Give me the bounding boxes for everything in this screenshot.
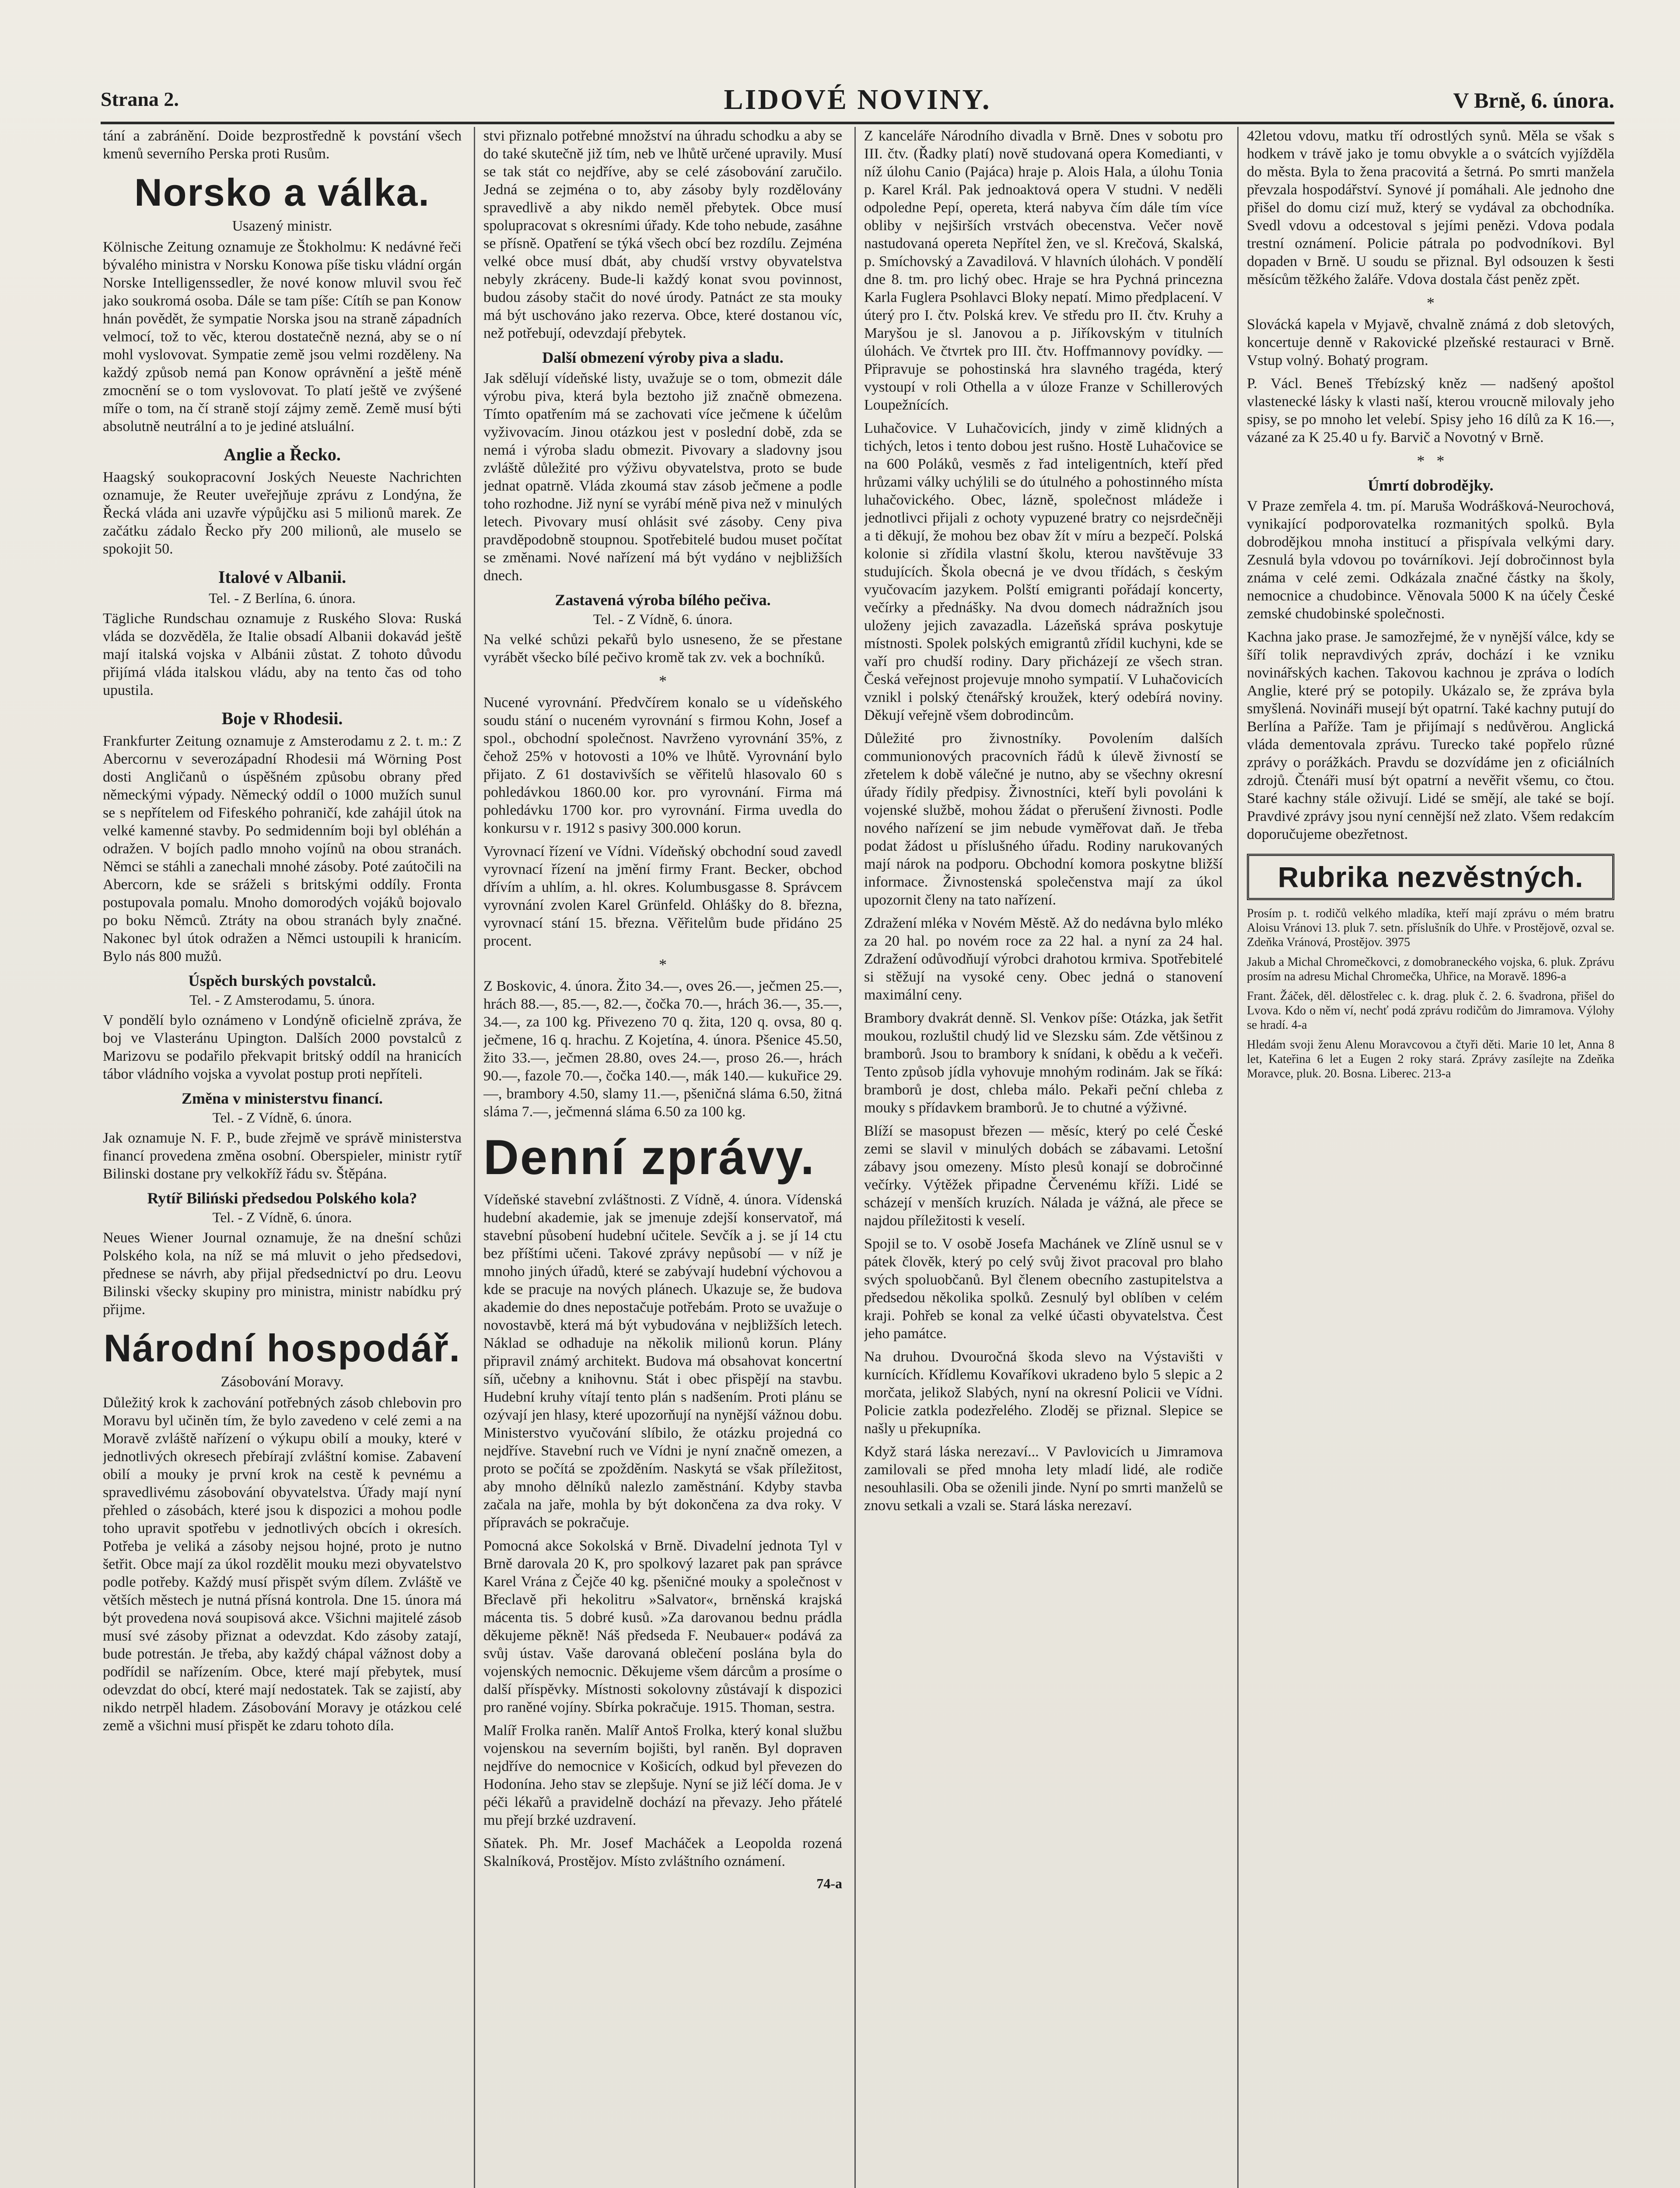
article-body: Haagský soukopracovní Joských Neueste Nachrichten oznamuje, že Reuter uveřejňuje zprávu z Londýna, že Řecká vláda ani uzavře výpůjčku asi 5 milionů marek. Ze začátku zádalo Řecko přy 200 milionů, ale muselo se spokojit 50. — [103, 469, 462, 557]
subheadline: Zásobování Moravy. — [220, 1374, 344, 1390]
dateline: Tel. - Z Vídně, 6. února. — [593, 612, 733, 628]
column-divider — [474, 127, 475, 2188]
column-divider — [854, 127, 856, 2188]
headline-zmena: Změna v ministerstvu financí. — [181, 1090, 383, 1107]
article-body: Spojil se to. V osobě Josefa Machánek ve Zlíně usnul se v pátek člověk, který po celý svůj život pracoval pro blaho svých spoluobčanů. Byl členem obecního zastupitelstva a předsedou několika spolků. Zesnulý byl oblíben v celém kraji. Pohřeb se konal za velké účasti obyvatelstva. Čest jeho památce. — [864, 1236, 1223, 1342]
article-body: V Praze zemřela 4. tm. pí. Maruša Wodrášková-Neurochová, vynikající podporovatelka rozmanitých spolků. Byla dobrodějkou mnoha institucí a přispívala velkými dary. Zesnulá byla vdovou po továrníkovi. Její dobročinnost byla známa v celé zemi. Odkázala značné částky na školy, nemocnice a chudobince. Věnovala 5000 K na účely České zemské chudobinské společnosti. — [1247, 498, 1614, 622]
article-body: Když stará láska nerezaví... V Pavlovicích u Jimramova zamilovali se před mnoha lety mladí lidé, ale rodiče nesouhlasili. Oba se oženili jinde. Nyní po smrti manželů se znovu setkali a vzali se. Stará láska nerezaví. — [864, 1444, 1223, 1514]
article-body: Kachna jako prase. Je samozřejmé, že v nynější válce, kdy se šíří tolik nepravdivých zpráv, dochází i ke vzniku novinářských kachen. Takovou kachnou je zpráva o lodích Anglie, které prý se potopily. Ukázalo se, že zpráva byla smyšlená. Novináři musejí být opatrní. Také kachny putují do Berlína a Paříže. Tam je přijímají s nedůvěrou. Anglická vláda dementovala zprávu. Turecko také popřelo různé zprávy o porážkách. Pravdu se dozvídáme jen z oficiálních zdrojů. Čtenáři musí být opatrní a nevěřit všemu, co čtou. Staré kachny stále oživují. Lidé se smějí, ale také se bojí. Pravdivé zprávy jsou nyní cennější než zlato. Všem redakcím doporučujeme obezřetnost. — [1247, 629, 1614, 842]
headline-umrti: Úmrtí dobrodějky. — [1368, 477, 1494, 494]
column-3 — [864, 127, 1223, 2188]
headline-uspech: Úspěch burských povstalců. — [188, 972, 376, 989]
separator-star: * — [659, 672, 667, 690]
article-continuation: stvi přiznalo potřebné množství na úhradu schodku a aby se do také skutečně již tím, neb ve lhůtě určené upravily. Musí se tak stát co nejdříve, aby se celé zásobování zaručilo. Jedná se zejména o to, aby zásoby byly rozdělovány spravedlivě a aby nikdo neměl přebytek. Obce musí spolupracovat s okresními úřady. Kde toho nebude, zasáhne se přísně. Opatření se týká všech obcí bez rozdílu. Zejména velké obce musí dbát, aby chudší vrstvy obyvatelstva nebyly zkráceny. Bude-li každý konat svou povinnost, budou zásoby stačit do nové úrody. Patnáct ze sta mouky má být uschováno jako rezerva. Obce, které dostanou víc, než potřebují, odevzdají přebytek. — [483, 128, 842, 341]
masthead-rule — [101, 122, 1614, 124]
article-body: Slovácká kapela v Myjavě, chvalně známá z dob sletových, koncertuje denně v Rakovické plzeňské restauraci v Brně. Vstup volný. Bohatý program. — [1247, 316, 1614, 368]
dateline: Tel. - Z Vídně, 6. února. — [212, 1110, 352, 1126]
page-number: Strana 2. — [101, 88, 179, 110]
article-body: Zdražení mléka v Novém Městě. Až do nedávna bylo mléko za 20 hal. po novém roce za 22 hal. a nyní za 24 hal. Zdražení odůvodňují výrobci drahotou krmiva. Spotřebitelé si stěžují na vysoké ceny. Obec jedná o stanovení maximální ceny. — [864, 915, 1223, 1003]
article-body: Důležité pro živnostníky. Povolením dalších communionových pracovních řádů k úlevě živností se zřetelem k době válečné je nutno, aby se všechny okresní úřady řídily předpisy. Živnostníci, kteří byli povoláni k vojenské službě, mohou žádat o přerušení živnosti. Podle nového nařízení se jim nebude vyměřovat daň. Je třeba podat žádost u příslušného úřadu. Rodiny narukovaných mají nárok na podporu. Obchodní komora poskytne bližší informace. Živnostenská společenstva mají za úkol upozornit členy na tato nařízení. — [864, 730, 1223, 908]
dateline: Tel. - Z Berlína, 6. února. — [209, 591, 356, 607]
headline-boje: Boje v Rhodesii. — [221, 708, 343, 728]
newspaper-title: LIDOVÉ NOVINY. — [724, 84, 991, 116]
article-body: Důležitý krok k zachování potřebných zásob chlebovin pro Moravu byl učiněn tím, že bylo zavedeno v celé zemi a na Moravě zvláště nařízení o výkupu obilí a mouky, které v jednotlivých okresech přebírají zvláštní komise. Zabavení obilí a mouky je první krok na cestě k pevnému a spravedlivému zásobování obyvatelstva. Úřady mají nyní přehled o zásobách, které jsou k dispozici a mohou podle toho upravit spotřebu v jednotlivých obcích i okresích. Potřeba je veliká a zásoby nejsou hojné, proto je nutno šetřit. Obce mají za úkol rozdělit mouku mezi obyvatelstvo podle potřeby. Každý musí přispět svým dílem. Zvláště ve větších městech je nutná přísná kontrola. Dne 15. února má být provedena nová soupisová akce. Všichni majitelé zásob musí své zásoby přiznat a odevzdat. Kdo zásoby zatají, bude potrestán. Je třeba, aby každý chápal vážnost doby a podřídil se nařízením. Obce, které mají přebytek, musí odevzdat do obcí, které mají nedostatek. Tak se zajistí, aby nikdo netrpěl hladem. Zásobování Moravy je otázkou celé země a všichni musí přispět ke zdaru tohoto díla. — [103, 1395, 462, 1734]
article-body: Sňatek. Ph. Mr. Josef Macháček a Leopolda rozená Skalníková, Prostějov. Místo zvláštního oznámení. — [483, 1835, 842, 1869]
article-continuation: 42letou vdovu, matku tří odrostlých synů. Měla se však s hodkem v trávě jako je tomu obvykle a o svátcích vyjížděla do města. Byla to žena pracovitá a šetrná. Po smrti manžela převzala hospodářství. Synové jí pomáhali. Ale jednoho dne přišel do domu cizí muž, který se vydával za obchodníka. Svedl vdovu a odcestoval s jejími penězi. Vdova podala trestní oznámení. Policie pátrala po podvodníkovi. Byl dopaden v Brně. U soudu se přiznal. Byl odsouzen k šesti měsícům těžkého žaláře. Vdova dostala část peněz zpět. — [1247, 128, 1614, 288]
separator-star: * — [1427, 294, 1435, 312]
masthead — [101, 83, 1614, 118]
missing-person-notice: Jakub a Michal Chromečkovci, z domobraneckého vojska, 6. pluk. Zprávu prosím na adresu Michal Chromečka, Uhřice, na Moravě. 1896-a — [1247, 955, 1614, 983]
article-body: Vyrovnací řízení ve Vídni. Vídeňský obchodní soud zavedl vyrovnací řízení na jmění firmy Frant. Becker, obchod dřívím a uhlím, a. hl. okres. Kolumbusgasse 8. Správcem vyrovnání zvolen Karel Grünfeld. Ohlášky do 8. března, vyrovnací stání 15. března. Věřitelům bude přidáno 25 procent. — [483, 843, 842, 949]
dateline: Tel. - Z Amsterodamu, 5. února. — [189, 992, 375, 1008]
article-body: Tägliche Rundschau oznamuje z Ruského Slova: Ruská vláda se dozvěděla, že Italie obsadí Albanii dokavád ještě mají italská vojska v Albánii zůstat. Z tohoto důvodu přijímá vláda italskou vládu, aby na tento čas od toho upustila. — [103, 610, 462, 698]
article-body: Blíží se masopust březen — měsíc, který po celé České zemi se slavil v minulých dobách se zábavami. Letošní zábavy jsou omezeny. Místo plesů konají se dobročinné večírky. Výtěžek připadne Červenému kříži. Lidé se scházejí v menších kruzích. Nálada je vážná, ale přece se najdou příležitosti k veselí. — [864, 1123, 1223, 1229]
article-body: Nucené vyrovnání. Předvčírem konalo se u vídeňského soudu stání o nuceném vyrovnání s firmou Kohn, Josef a spol., obchodní společnost. Navrženo vyrovnání 35%, z čehož 25% v hotovosti a 10% ve lhůtě. Vyrovnání bylo přijato. Z 61 dostavivších se věřitelů hlasovalo 60 s pohledávkou 1860.00 kor. pro vyrovnání. Firma má pohledávku 1700 kor. pro vyrovnání. Firma uvedla do konkursu v r. 1912 s pasivy 300.000 korun. — [483, 694, 842, 836]
section-header-denni-zpravy: Denní zprávy. — [483, 1130, 816, 1185]
headline-zastavena-vyroba: Zastavená výroba bílého pečiva. — [555, 591, 771, 609]
issue-date: V Brně, 6. února. — [1453, 88, 1614, 112]
column-1 — [103, 127, 462, 2188]
column-4 — [1247, 127, 1614, 2188]
headline-rytir: Rytíř Biliński předsedou Polského kola? — [147, 1189, 417, 1207]
missing-person-notice: Hledám svoji ženu Alenu Moravcovou a čtyři děti. Marie 10 let, Anna 8 let, Kateřina 6 let a Eugen 2 roky stará. Zprávy zasílejte na Zdeňka Moravce, pluk. 20. Bosna. Liberec. 213-a — [1247, 1038, 1614, 1080]
article-body: Na druhou. Dvouročná škoda slevo na Výstavišti v kurnících. Křídlemu Kovaříkovi ukradeno bylo 5 slepic a 2 morčata, jelikož Slabých, nyní na okresní Policii ve Vídni. Policie zatkla podezřelého. Zloděj se přiznal. Slepice se našly u překupníka. — [864, 1349, 1223, 1437]
article-body: Frankfurter Zeitung oznamuje z Amsterodamu z 2. t. m.: Z Abercornu v severozápadní Rhodesii má Wörning Post dosti Angličanů o úspěšném způsobu obrany před německými výpady. Německý oddíl o 1000 mužích sunul se s nepřítelem od Fifeského pohraničí, kde zahájil útok na velké kamenné stavby. Po sedmidenním boji byl obléhán a odražen. V bojích padlo mnoho vojínů na obou stranách. Němci se stáhli a zanechali mnohé zásoby. Poté zaútočili na Abercorn, kde se sráželi s britskými oddíly. Fronta postupovala pomalu. Mnoho domorodých vojáků bojovalo po boku Němců. Ztráty na obou stranách byly značné. Nakonec byl útok odražen a Němci ustoupili k hranicím. Bylo nás 800 mužů. — [103, 733, 462, 964]
article-body: Jak sdělují vídeňské listy, uvažuje se o tom, obmezit dále výrobu piva, která byla beztoho již značně obmezena. Tímto opatřením má se zachovati více ječmene k účelům vyživovacím. Jinou otázkou jest v poslední době, zda se nemá i výroba sladu obmezit. Pivovary a sladovny jsou zvláště důležité pro výživu obyvatelstva, proto se bude jednat opatrně. Vláda zkoumá stav zásob ječmene a podle toho rozhodne. Již nyní se vyrábí méně piva než v minulých letech. Pivovary musí ohlásit své zásoby. Ceny piva pravděpodobně stoupnou. Spotřebitelé budou muset počítat se změnami. Nové nařízení má být vydáno v nejbližších dnech. — [483, 370, 842, 584]
article-body: Brambory dvakrát denně. Sl. Venkov píše: Otázka, jak šetřit moukou, rozluštil chudý lid ve Slezsku sám. Zde většinou z bramborů. Jsou to brambory k snídani, k obědu a k večeři. Tento způsob jídla vyhovuje mnohým rodinám. Jak se říká: bramborů je dost, chleba málo. Pekaři peční chleba z mouky s přídavkem bramborů. Je to chutné a výživné. — [864, 1010, 1223, 1116]
missing-person-notice: Frant. Žáček, děl. dělostřelec c. k. drag. pluk č. 2. 6. švadrona, přišel do Lvova. Kdo o něm ví, nechť podá zprávu rodičům do Jimramova. Výlohy se hradí. 4-a — [1247, 989, 1614, 1032]
article-body: Vídeňské stavební zvláštnosti. Z Vídně, 4. února. Vídenská hudební akademie, jak se jmenuje zdejší konservatoř, má stavební působení hudební učitele. Sevčík a j. se jí 14 ctu bez příštími učeni. Takové zprávy nepůsobí — v níž je mnoho jiných úřadů, které se zabývají hudební výchovou a kde se pracuje na nových plánech. Ukazuje se, že budova akademie do dnes nepostačuje potřebám. Proto se uvažuje o novostavbě, která má být vybudována v nejbližších letech. Náklad se odhaduje na několik milionů korun. Plány připravil známý architekt. Budova má obsahovat koncertní síň, učebny a knihovnu. Stát i obec přispějí na stavbu. Hudební kruhy vítají tento plán s nadšením. Proti plánu se ozývají jen hlasy, které upozorňují na nynější vážnou dobu. Ministerstvo vyučování slíbilo, že otázku projedná co nejdříve. Stavební ruch ve Vídni je nyní značně omezen, a proto se počítá se zpožděním. Naskytá se však příležitost, aby mnoho dělníků nalezlo zaměstnání. Kdyby stavba začala na jaře, mohla by být dokončena za dva roky. V přípravách se pokračuje. — [483, 1192, 842, 1531]
separator-stars: * * — [1417, 452, 1445, 470]
headline-dalsi-obmezeni: Další obmezení výroby piva a sladu. — [542, 349, 784, 366]
article-body: Neues Wiener Journal oznamuje, že na dnešní schůzi Polského kola, na níž se má mluvit o jeho předsedovi, přednese se návrh, aby přijal předsednictví po dru. Leovu Bilinski všecky skupiny pro ministra, ministr nabídku prý přijme. — [103, 1230, 462, 1318]
article-body: Z kanceláře Národního divadla v Brně. Dnes v sobotu pro III. čtv. (Řadky platí) nově studovaná opera Komedianti, v níž úlohu Canio (Pajáca) hraje p. Alois Hala, a úlohu Tonia p. Karel Král. Pak jednoaktová opera V studni. V neděli odpoledne Pepí, opereta, která nabyva čím dále tím více obliby v nejširších vrstvách obecenstva. Večer nově nastudovaná opereta Nepřítel žen, ve sl. Krečová, Skalská, p. Smíchovský a Zavadilová. V hlavních úlohách. V pondělí dne 8. tm. pro lichý obec. Hraje se hra Pychná princezna Karla Fuglera Psohlavci Bloky nepatí. Mimo předplacení. V úterý pro I. čtv. Polská krev. Ve středu pro II. čtv. Kruhy a Maryšou je sl. Janovou a p. Jiříkovským v titulních úlohách. Ve čtvrtek pro III. čtv. Hoffmannovy povídky. — Připravuje se pohostinská hra slavného tragéda, který vystoupí v roli Othella a v úloze Franze v Schillerových Loupežnících. — [864, 128, 1223, 413]
ad-number: 74-a — [816, 1876, 842, 1891]
section-header-rubrika: Rubrika nezvěstných. — [1278, 861, 1584, 893]
headline-anglie: Anglie a Řecko. — [224, 445, 341, 464]
article-body: Luhačovice. V Luhačovicích, jindy v zimě klidných a tichých, letos i tento dobou jest rušno. Hostě Luhačovice se na 600 Poláků, vesměs z řad inteligentních, kteří před hrůzami války uchýlili se do útulného a pohostinného místa luhačovického. Obec, lázně, společnost mládeže i jednotlivci přijali z ochoty vypuzené bratry co nejsrdečněji a ti děkují, že mohou bez obav žít v míru a bezpečí. Polská kolonie si zřídila vlastní školu, kterou navštěvuje 33 studujících. Škola obecná je ve dvou třídách, s českým vyučovacím jazykem. Polští emigranti pořádají koncerty, večírky a přednášky. Na dvou domech nádražních jsou uloženy jejich zavazadla. Lázeňská správa poskytuje místnosti. Spolek polských emigrantů zřídil kuchyni, kde se vaří pro chudší rodiny. Dary přicházejí ze všech stran. Česká veřejnost projevuje mnoho sympatií. V Luhačovicích vznikl i polský čtenářský kroužek, který odebírá noviny. Děkují veřejně všem dobrodincům. — [864, 420, 1223, 723]
article-body: Jak oznamuje N. F. P., bude zřejmě ve správě ministerstva financí provedena změna osobní. Oberspieler, ministr rytíř Bilinski dostane pry velkokříž řádu sv. Štěpána. — [103, 1130, 462, 1182]
section-header-narodni-hospodar: Národní hospodář. — [103, 1326, 461, 1370]
article-continuation: tání a zabránění. Doide bezprostředně k povstání všech kmenů severního Perska proti Rusům. — [103, 128, 462, 162]
article-body: V pondělí bylo oznámeno v Londýně oficielně zpráva, že boj ve Vlasteránu Upington. Dalších 2000 povstalců z Marizovu se podařilo překvapit britský oddíl na hranicích tábor vládního vojska a vyvolat postup proti nepříteli. — [103, 1012, 462, 1082]
article-body: Na velké schůzi pekařů bylo usneseno, že se přestane vyrábět všecko bílé pečivo kromě tak zv. vek a bochníků. — [483, 631, 842, 666]
subheadline: Usazený ministr. — [232, 218, 332, 234]
article-body: Malíř Frolka raněn. Malíř Antoš Frolka, který konal službu vojenskou na severním bojišti, byl raněn. Byl dopraven nejdříve do nemocnice v Košicích, odkud byl převezen do Hodonína. Jeho stav se zlepšuje. Nyní se již léčí doma. Je v péči lékařů a pravidelně dochází na převazy. Jeho přátelé mu přejí brzké uzdravení. — [483, 1722, 842, 1828]
column-2 — [483, 127, 842, 2188]
headline-italove: Italové v Albanii. — [218, 567, 346, 587]
column-divider — [1237, 127, 1239, 2188]
missing-person-notice: Prosím p. t. rodičů velkého mladíka, kteří mají zprávu o mém bratru Aloisu Vránovi 13. pluk 7. setn. příslušník do Uhře. v Prostějově, ozval se. Zdeňka Vránová, Prostějov. 3975 — [1247, 907, 1614, 949]
article-body: P. Václ. Beneš Třebízský kněz — nadšený apoštol vlastenecké lásky k vlasti naší, kterou vroucně milovaly jeho spisy, se po mnoho let velebí. Spisy jeho 16 dílů za K 16.—, vázané za K 25.40 u fy. Barvič a Novotný v Brně. — [1247, 375, 1614, 445]
separator-star: * — [659, 956, 667, 973]
rubrika-box — [1247, 854, 1614, 900]
article-body: Pomocná akce Sokolská v Brně. Divadelní jednota Tyl v Brně darovala 20 K, pro spolkový lazaret pak pan správce Karel Vrána z Čejče 40 kg. pšeničné mouky a společnost v Břeclavě při hekolitru »Salvator«, brněnská krajská mácenta tis. 5 dobré kusů. »Za darovanou bednu prádla děkujeme pěkně! Náš předseda F. Neubauer« podává za svůj ústav. Vaše darovaná oblečení poslána byla do vojenských nemocnic. Děkujeme všem dárcům a prosíme o další příspěvky. Místnosti sokolovny zůstávají k dispozici pro raněné vojíny. Sbírka pokračuje. 1915. Thoman, sestra. — [483, 1538, 842, 1715]
market-report: Z Boskovic, 4. února. Žito 34.—, oves 26.—, ječmen 25.—, hrách 88.—, 85.—, 82.—, čočka 70.—, hrách 36.—, 35.—, 34.—, za 100 kg. Přivezeno 70 q. žita, 120 q. ovsa, 80 q. ječmene, 16 q. hrachu. Z Kojetína, 4. února. Pšenice 45.50, žito 33.—, ječmen 28.80, oves 24.—, proso 26.—, hrách 90.—, fazole 70.—, čočka 140.—, mák 140.— kukuřice 29.—, brambory 4.50, slamy 11.—, pšeničná sláma 6.50, žitná sláma 7.—, ječmenná sláma 6.50 za 100 kg. — [483, 978, 842, 1120]
dateline: Tel. - Z Vídně, 6. února. — [212, 1210, 352, 1226]
article-body: Kölnische Zeitung oznamuje ze Štokholmu: K nedávné řeči bývalého ministra v Norsku Konowa píše tisku vládní orgán Norske Intelligenssedler, že nové konow mluvil svou řeč jako soukromá osoba. Dále se tam píše: Cítíh se pan Konow hnán povědět, že sympatie Norska jsou na straně západních velmocí, tož to věc, kterou dostatečně nezná, aby se o ní mohl vyslovovat. Sympatie země jsou velmi rozděleny. Na každý způsob nemá pan Konow oprávnění a ještě méně zmocnění se o tom vyslovovat. To platí ještě ve zvýšené míře o tom, na čí straně stojí zájmy země. Země musí býti absolutně neutrální a to je jediné atsluální. — [103, 239, 462, 435]
headline-norsko: Norsko a válka. — [134, 171, 430, 214]
